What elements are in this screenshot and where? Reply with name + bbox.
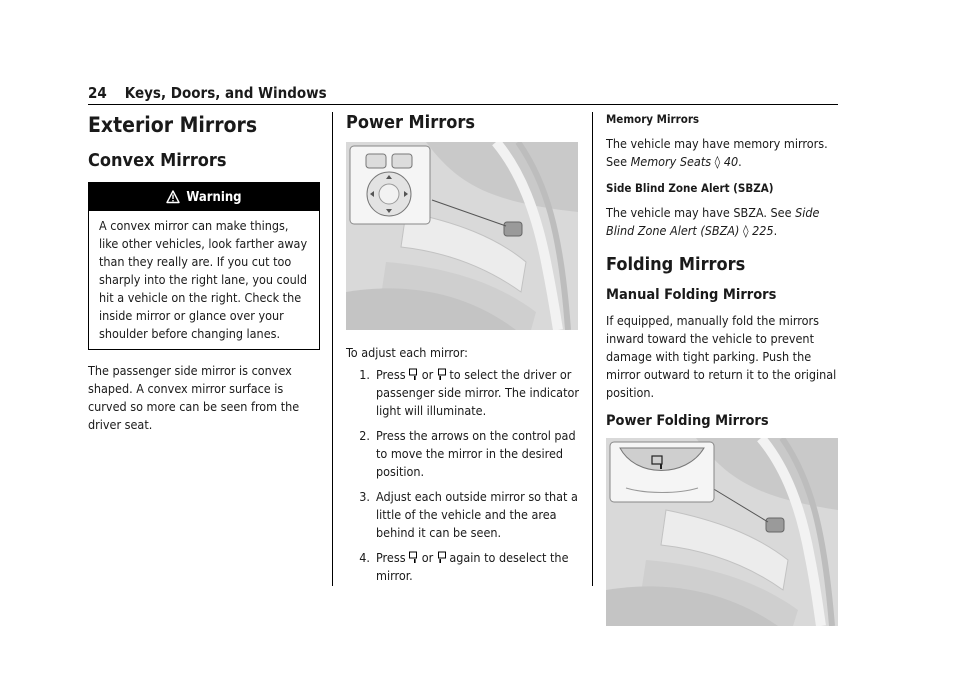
intro-text: To adjust each mirror: (346, 345, 468, 360)
right-mirror-button-icon (437, 551, 446, 564)
power-folding-illustration (606, 438, 838, 626)
subsection-heading: Manual Folding Mirrors (606, 287, 777, 303)
right-mirror-button-icon (437, 368, 446, 381)
manual-folding-text: If equipped, manually fold the mirrors inward toward the vehicle to prevent damage with tight parking. Push the mirror outward to return it to the original position. (606, 313, 837, 400)
sbza-link[interactable]: Side Blind Zone Alert (SBZA) (606, 205, 820, 238)
header-rule (88, 104, 838, 105)
column-divider (332, 112, 333, 586)
subsection-heading: Power Folding Mirrors (606, 413, 769, 429)
page-header (88, 84, 327, 102)
body-text: The passenger side mirror is convex shaped. A convex mirror surface is curved so more can be seen from the driver seat. (88, 363, 300, 432)
memory-seats-link[interactable]: Memory Seats (630, 154, 712, 169)
warning-text: A convex mirror can make things, like other vehicles, look farther away than they really are. If you cut too sharply into the right lane, you could hit a vehicle on the right. Check the inside mirror or glance over your shoulder before changing lanes. (99, 218, 308, 341)
memory-mirrors-text: The vehicle may have memory mirrors. See Memory Seats ◊ 40. (606, 136, 828, 169)
page-ref-icon: ◊ (714, 154, 721, 169)
warning-icon (166, 190, 180, 204)
warning-box (88, 182, 320, 350)
sbza-heading: Side Blind Zone Alert (SBZA) (606, 181, 774, 195)
subsection-heading: Convex Mirrors (88, 150, 227, 171)
section-heading: Exterior Mirrors (88, 113, 258, 137)
section-heading: Folding Mirrors (606, 254, 746, 275)
warning-header (89, 183, 319, 211)
section-title: Keys, Doors, and Windows (124, 84, 327, 102)
memory-mirrors-heading: Memory Mirrors (606, 112, 700, 126)
column-2 (346, 112, 580, 592)
column-3 (606, 112, 840, 626)
left-mirror-button-icon (409, 368, 418, 381)
section-heading: Power Mirrors (346, 112, 475, 133)
list-item: 4. Press or again to deselect the mirror. (359, 550, 569, 583)
page-number: 24 (88, 84, 107, 102)
power-mirror-illustration (346, 142, 578, 330)
list-item: 1. Press or to select the driver or passenger side mirror. The indicator light will illuminate. (359, 367, 579, 418)
column-divider (592, 112, 593, 586)
column-1 (88, 112, 320, 434)
sbza-text: The vehicle may have SBZA. See Side Blind Zone Alert (SBZA) ◊ 225. (606, 205, 820, 238)
list-item: 2. Press the arrows on the control pad to move the mirror in the desired position. (359, 428, 576, 479)
door-panel-drawing (606, 438, 838, 626)
left-mirror-button-icon (409, 551, 418, 564)
page-ref-icon: ◊ (742, 223, 749, 238)
warning-label: Warning (186, 189, 242, 205)
steps-list (346, 366, 580, 585)
door-panel-drawing (346, 142, 578, 330)
list-item: 3. Adjust each outside mirror so that a little of the vehicle and the area behind it can be seen. (359, 489, 578, 540)
